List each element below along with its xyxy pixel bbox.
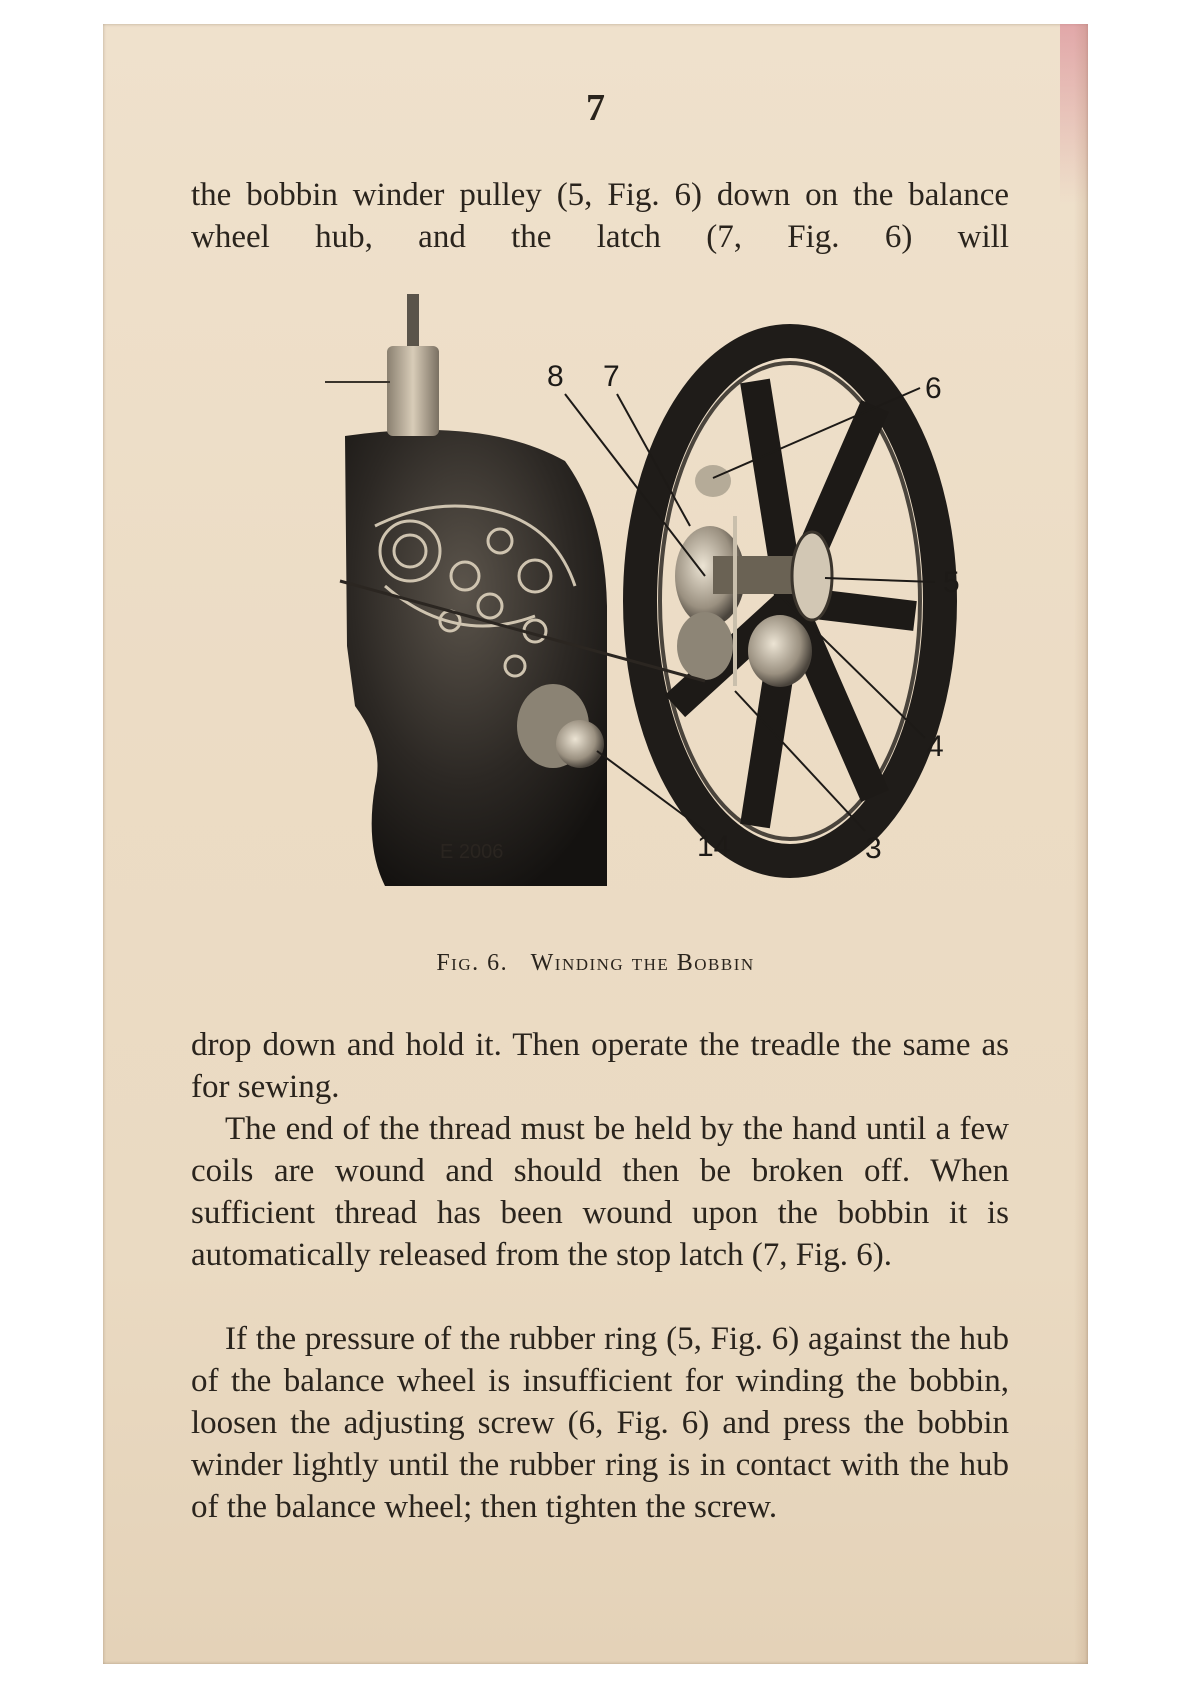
bobbin-winder [675,465,832,687]
paragraph-pressure: If the pressure of the rubber ring (5, Fig. 6) against the hub of the balance wheel is insufficient for winding the bobbin, loosen the adjusting screw (6, Fig. 6) and press the bobbin winder lightly until the rubber ring is in contact with the hub of the balance wheel; then tighten the screw. [191,1321,1009,1525]
callout-8: 8 [547,360,564,393]
paragraph-operate: drop down and hold it. Then operate the treadle the same as for sewing. [191,1027,1009,1105]
figure-caption [103,950,1088,977]
thread-spool [387,346,439,436]
paragraph-continuation: the bobbin winder pulley (5, Fig. 6) down on the balance wheel hub, and the latch (7, Fig. 6) will [191,177,1009,255]
plate-mark: E 2006 [440,841,504,863]
callout-5: 5 [943,566,960,599]
machine-arm [345,430,607,886]
callout-7: 7 [603,360,620,393]
page-number: 7 [586,87,605,129]
caption-number: Fig. 6. [436,950,509,976]
callout-6: 6 [925,372,942,405]
callout-3: 3 [865,832,882,865]
paragraph-thread-end: The end of the thread must be held by the hand until a few coils are wound and should then be broken off. When sufficient thread has been wound upon the bobbin it is automatically released from the stop latch (7, Fig. 6). [191,1111,1009,1273]
stop-motion-screw [556,720,604,768]
spool-pin [407,294,419,354]
sewing-machine-illustration [235,286,1005,946]
callout-14: 14 [697,830,731,863]
caption-title: Winding the Bobbin [530,950,755,976]
manual-page [103,24,1088,1664]
callout-4: 4 [927,730,944,763]
